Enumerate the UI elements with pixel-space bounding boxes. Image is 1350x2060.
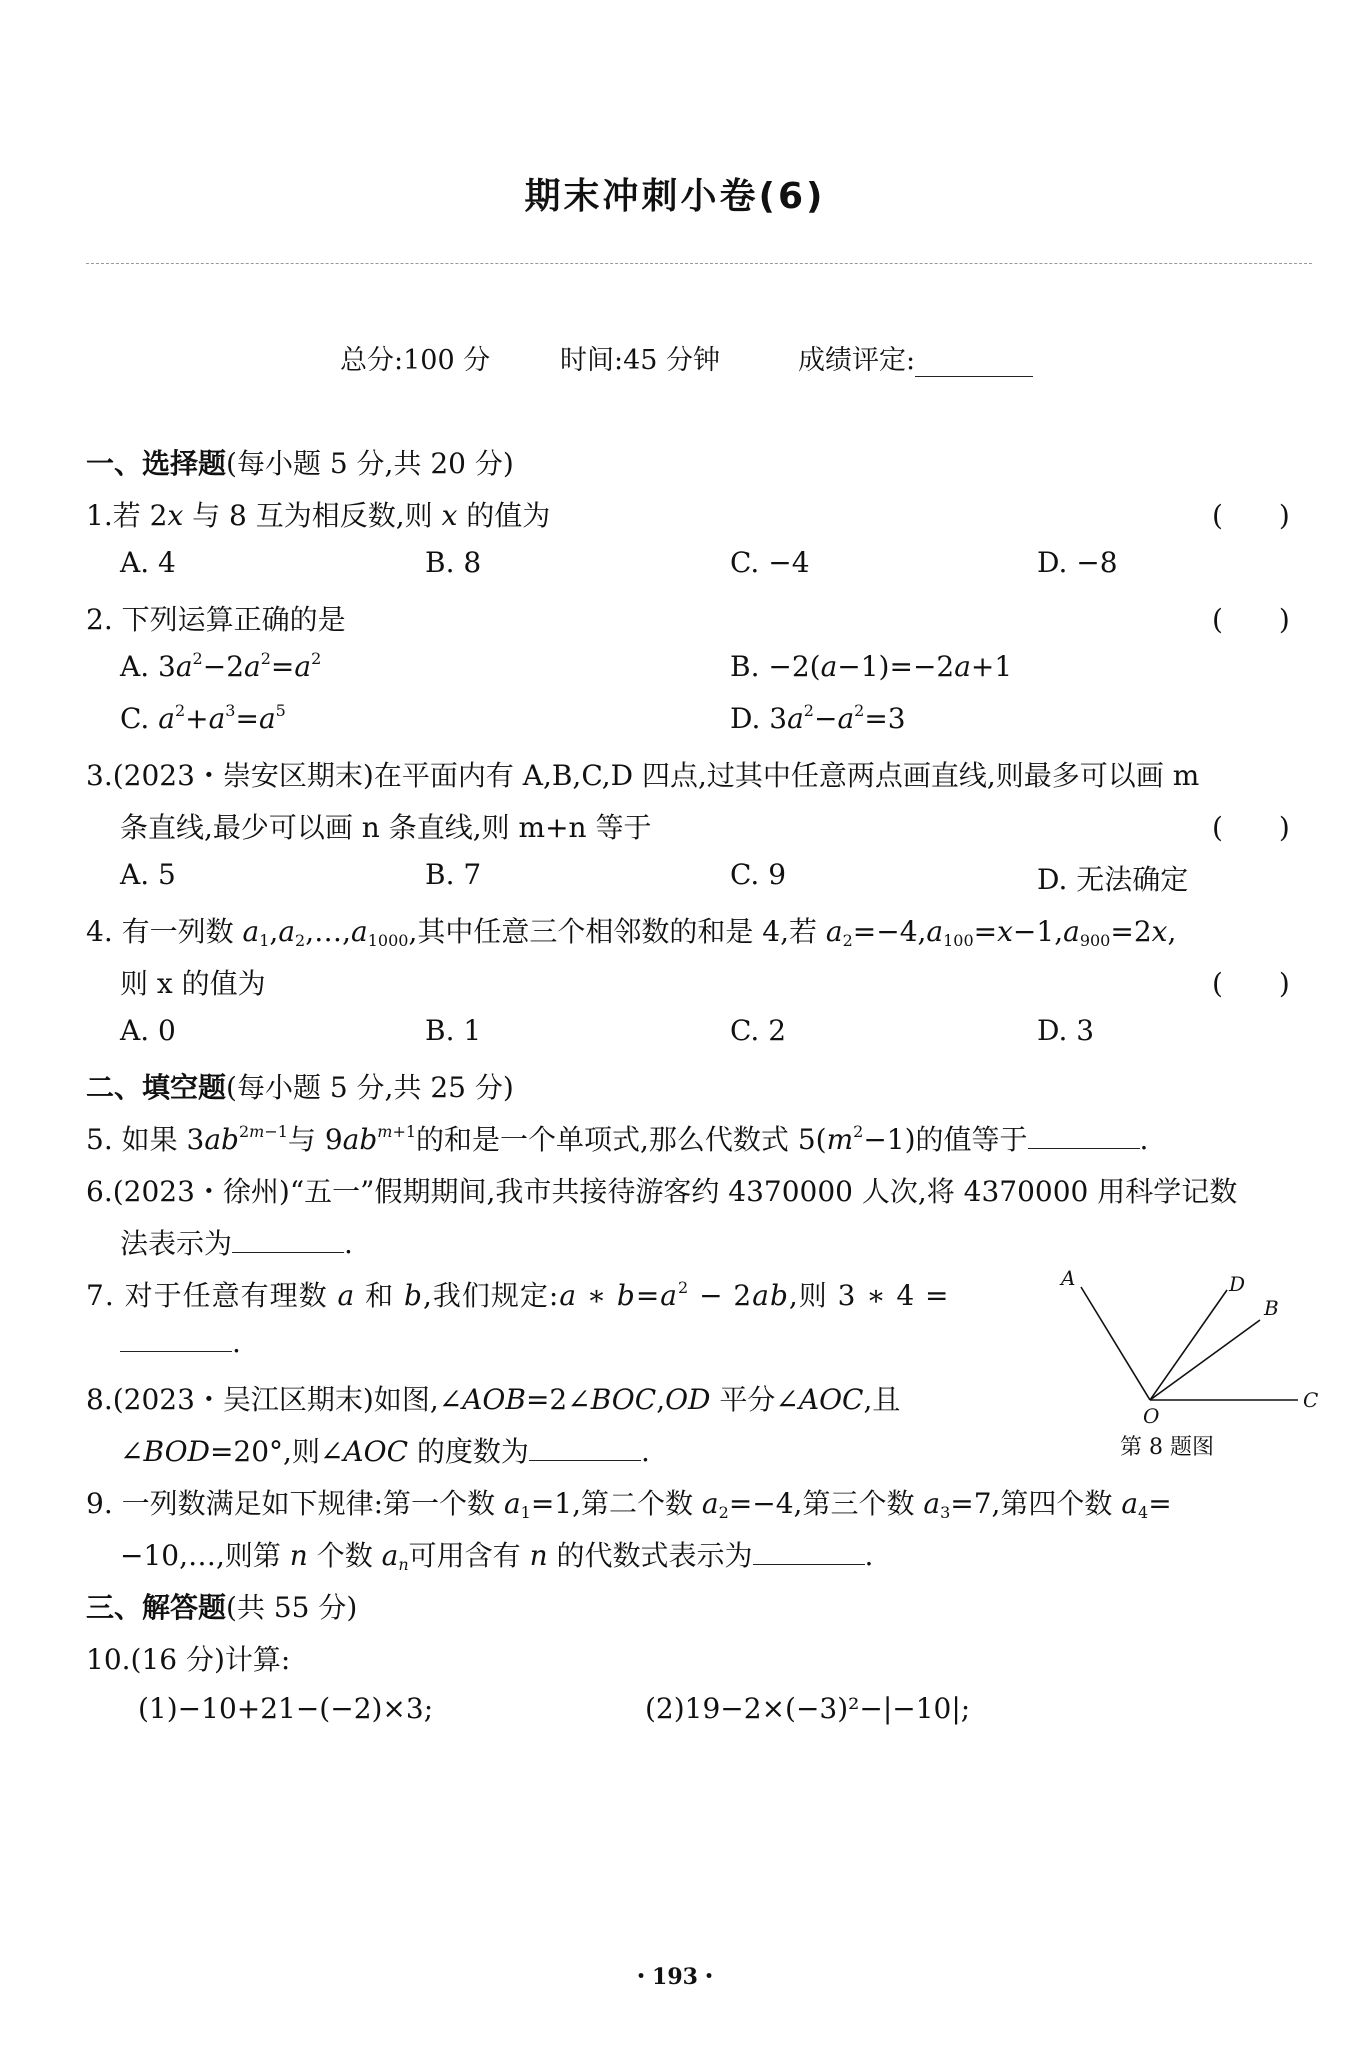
- question-10-part-1: (1)−10+21−(−2)×3;: [138, 1692, 434, 1725]
- answer-blank-8: [529, 1438, 641, 1461]
- q-number: 1.: [86, 499, 113, 532]
- title-divider: [86, 263, 1312, 264]
- answer-paren-3: ( ): [1212, 811, 1290, 844]
- page-title: 期末冲刺小卷(6): [524, 176, 826, 217]
- section-label: 一、选择题: [86, 447, 227, 480]
- q-text: 的值为: [457, 499, 551, 532]
- q-text: 平分∠: [710, 1383, 799, 1416]
- q3-option-a: A. 5: [120, 858, 176, 891]
- q1-option-c: C. −4: [730, 546, 810, 579]
- answer-blank-7: [120, 1329, 232, 1352]
- q-text: 与 8 互为相反数,则: [183, 499, 442, 532]
- q1-option-d: D. −8: [1037, 546, 1118, 579]
- label-o: O: [1143, 1404, 1160, 1425]
- answer-paren-4: ( ): [1212, 967, 1290, 1000]
- question-7-line-1: 7. 对于任意有理数 a 和 b,我们规定:a ∗ $b=a^2 - 2ab$,则 3 ∗ 4 =: [86, 1278, 950, 1312]
- question-6-line-2: 法表示为 .: [120, 1227, 353, 1260]
- q-text: =2∠: [525, 1383, 591, 1416]
- q-var: x: [441, 499, 458, 532]
- q-text: ,: [656, 1383, 666, 1416]
- q2-option-a: A. $3a^2-2a^2=a^2$: [120, 649, 322, 683]
- q-text: =20°,则∠: [209, 1435, 344, 1468]
- question-4-line-2: 则 x 的值为: [120, 967, 266, 1000]
- q-var: BOD: [143, 1435, 210, 1468]
- q-var: BOC: [590, 1383, 657, 1416]
- page-number: ・193・: [630, 1964, 720, 1990]
- q4-option-d: D. 3: [1037, 1014, 1095, 1047]
- section-note: (共 55 分): [226, 1591, 358, 1624]
- q-text: 若 2: [112, 499, 168, 532]
- question-7-line-2: .: [120, 1326, 241, 1359]
- ray-oa: [1081, 1287, 1150, 1400]
- angle-figure: [1055, 1265, 1325, 1425]
- question-2: 2. 下列运算正确的是: [86, 603, 346, 636]
- q-var: AOC: [798, 1383, 864, 1416]
- question-10-head: 10.(16 分)计算:: [86, 1643, 291, 1676]
- q-text: 法表示为: [120, 1227, 233, 1260]
- grade-field: [798, 338, 1033, 377]
- question-1: [86, 494, 550, 534]
- label-b: B: [1264, 1296, 1279, 1320]
- question-6-line-1: 6.(2023・徐州)“五一”假期期间,我市共接待游客约 4370000 人次,将 4370000 用科学记数: [86, 1175, 1238, 1208]
- time-limit: 时间:45 分钟: [560, 345, 721, 376]
- q4-option-c: C. 2: [730, 1014, 787, 1047]
- q-var: AOC: [343, 1435, 409, 1468]
- q2-option-b: B. −2(a−1)=−2a+1: [730, 650, 1013, 683]
- grade-label: 成绩评定:: [798, 345, 916, 376]
- section-note: (每小题 5 分,共 25 分): [226, 1071, 514, 1104]
- ray-ob: [1150, 1320, 1260, 1400]
- label-d: D: [1229, 1272, 1246, 1296]
- question-9-line-2: −10,…,则第 n 个数 $a_n$可用含有 n 的代数式表示为 .: [120, 1539, 874, 1574]
- question-8-line-1: [86, 1378, 900, 1418]
- q-var: AOB: [462, 1383, 526, 1416]
- q1-option-a: A. 4: [120, 546, 176, 579]
- q-text: 8.(2023・吴江区期末)如图,∠: [86, 1383, 463, 1416]
- answer-blank-9: [753, 1542, 865, 1565]
- q-text: ,且: [863, 1383, 901, 1416]
- label-a: A: [1061, 1266, 1076, 1290]
- question-8-line-2: ∠BOD=20°,则∠AOC 的度数为 .: [120, 1435, 650, 1468]
- q4-option-b: B. 1: [425, 1014, 482, 1047]
- q4-option-a: A. 0: [120, 1014, 176, 1047]
- q-var: x: [167, 499, 184, 532]
- section-solve: [86, 1586, 357, 1626]
- q2-option-d: D. $3a^2-a^2=3$: [730, 701, 906, 735]
- q2-option-c: C. $a^2+a^3=a^5$: [120, 701, 286, 735]
- q-text: ∠: [120, 1435, 144, 1468]
- ray-od: [1150, 1290, 1227, 1400]
- q-var: OD: [665, 1383, 711, 1416]
- label-c: C: [1303, 1388, 1319, 1412]
- question-5: 5. 如果 $3ab^{2m-1}$与 $9ab^{m+1}$的和是一个单项式,那么代数式 $5(m^2-1)$的值等于 .: [86, 1122, 1149, 1156]
- q-text: 的度数为: [408, 1435, 529, 1468]
- answer-paren-1: ( ): [1212, 499, 1290, 532]
- section-fill: [86, 1066, 514, 1106]
- question-3-line-1: 3.(2023・崇安区期末)在平面内有 A,B,C,D 四点,过其中任意两点画直线,则最多可以画 m: [86, 759, 1200, 792]
- section-choice: [86, 442, 514, 482]
- answer-blank-5: [1028, 1126, 1140, 1149]
- q1-option-b: B. 8: [425, 546, 482, 579]
- total-score: 总分:100 分: [340, 345, 491, 376]
- grade-blank: [915, 350, 1033, 377]
- section-label: 三、解答题: [86, 1591, 227, 1624]
- q3-option-c: C. 9: [730, 858, 787, 891]
- answer-blank-6: [232, 1230, 344, 1253]
- question-10-part-2: (2)19−2×(−3)²−|−10|;: [645, 1692, 971, 1725]
- figure-caption: 第 8 题图: [1120, 1435, 1214, 1460]
- question-9-line-1: 9. 一列数满足如下规律:第一个数 $a_1=1$,第二个数 $a_2=-4$,第三个数 $a_3=7$,第四个数 $a_4=$: [86, 1487, 1172, 1522]
- question-3-line-2: 条直线,最少可以画 n 条直线,则 m+n 等于: [120, 811, 652, 844]
- answer-paren-2: ( ): [1212, 603, 1290, 636]
- q3-option-d: D. 无法确定: [1037, 863, 1189, 896]
- section-note: (每小题 5 分,共 20 分): [226, 447, 514, 480]
- section-label: 二、填空题: [86, 1071, 227, 1104]
- q3-option-b: B. 7: [425, 858, 482, 891]
- question-4-line-1: 4. 有一列数 $a_1,a_2,\dots,a_{1000}$,其中任意三个相邻数的和是 4,若 $a_2=-4,a_{100}=x-1,a_{900}=2x$,: [86, 915, 1177, 950]
